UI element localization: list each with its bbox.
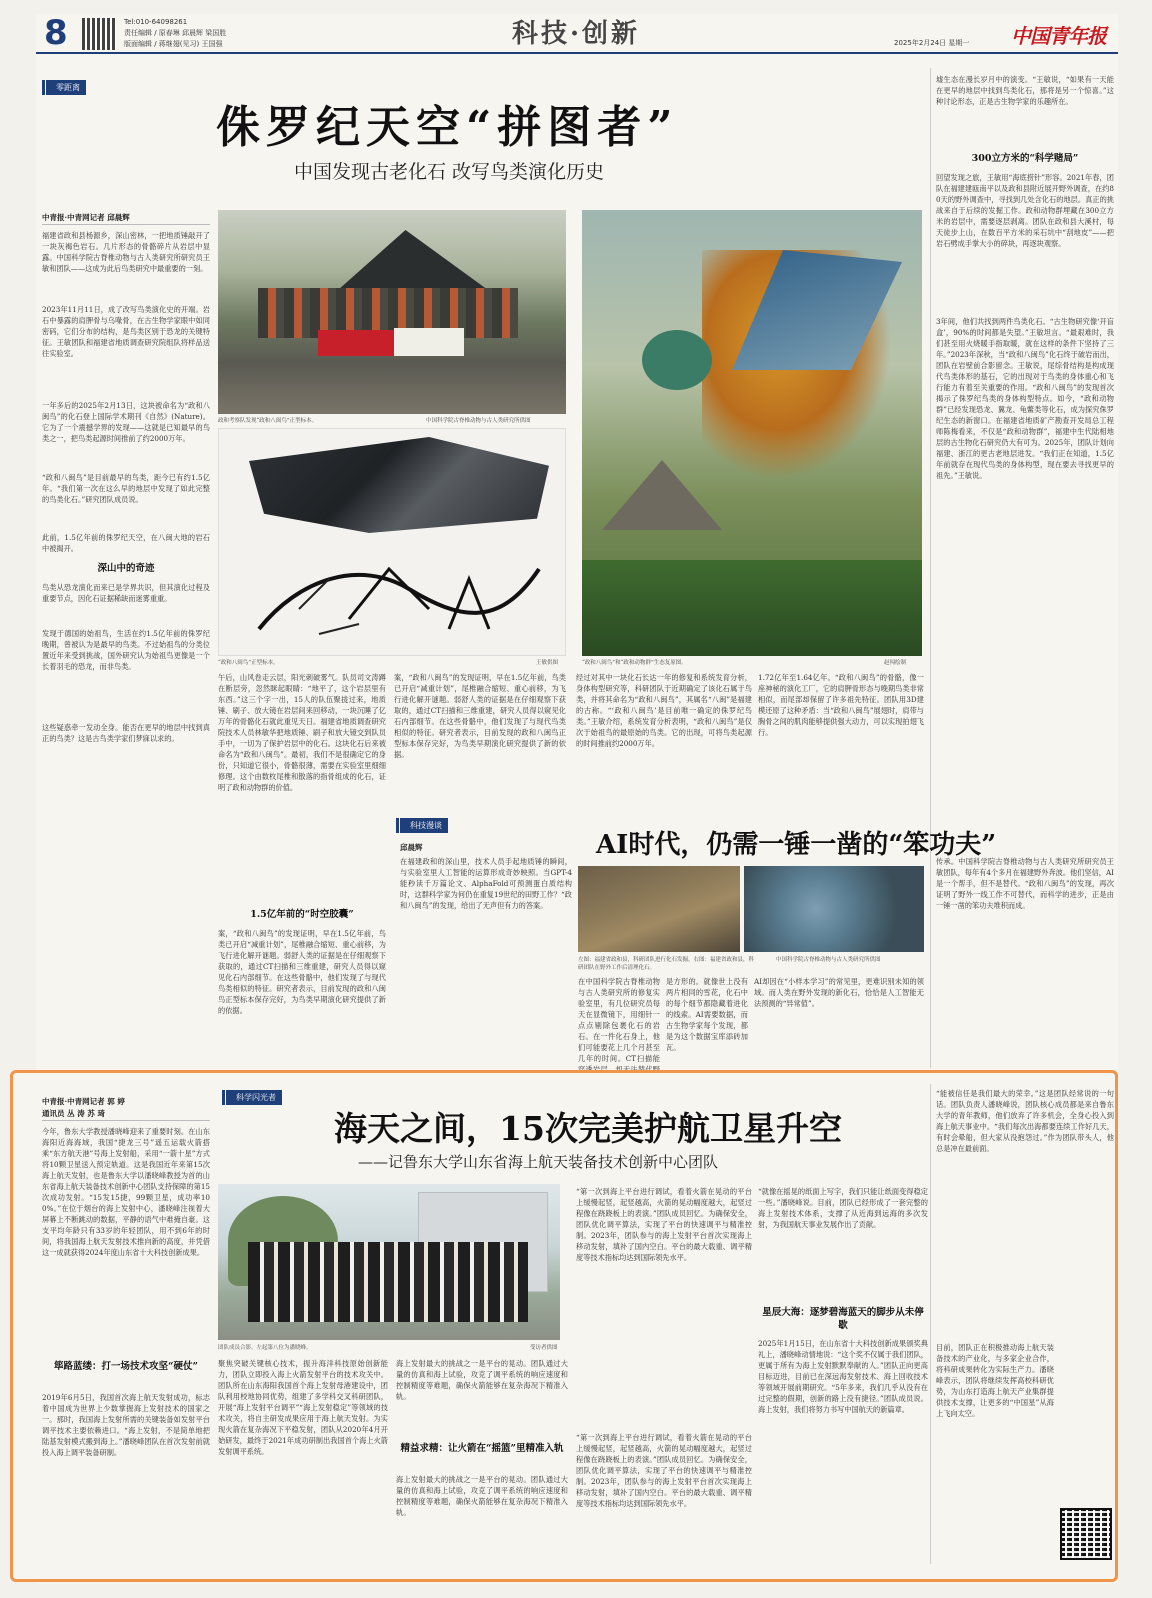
story1-right-bottom: 3年间，他们共找到两件鸟类化石。“古生物研究像‘开盲盒’，90%的时间都是失望。”王敏坦言。“最艰难时，我们甚至用火烧暖手指取暖，就在这样的条件下坚持了三年。”2023年深秋，当“政和八闽鸟”化石终于破岩而出，团队在岩壁前合影留念。王敏说，尾综骨结构是构成现代鸟类体形的基石，它的出现对于鸟类的身体重心和飞行能力有着至关重要的作用。“政和八闽鸟”的发现首次揭示了侏罗纪鸟类的身体构型特点。如今，“政和动物群”已经发现恐龙、翼龙、龟鳖类等化石，成为探究侏罗纪生态的新窗口。在福建省地质矿产勘查开发局总工程师陈梅看来，不仅是“政和动物群”，福建中生代陆相地层的古生物化石研究仍大有可为。2025年，团队计划向福建、浙江的更古老地层进发。“我们正在知道，1.5亿年前就存在现代鸟类的身体构型，现在要去寻找更早的祖先。”王敏说。 — [936, 317, 1114, 480]
column-tag-tech-talk: 科技漫谈 — [400, 818, 448, 833]
story2-col-5: 传承。中国科学院古脊椎动物与古人类研究所研究员王敏团队，每年有4个多月在福建野外奔波。他们坚信，AI是一个帮手，但不是替代。“政和八闽鸟”的发现，再次证明了野外一线工作不可替代，而科学的进步，正是由一锤一凿的笨功夫堆积而成。 — [936, 857, 1114, 910]
story3-col-5b: 目前，团队正在积极推动海上航天装备技术的产业化，与多家企业合作，将科研成果转化为实际生产力。潘晓峰表示，团队将继续发挥高校科研优势，为山东打造海上航天产业集群提供技术支撑，让更多的“中国星”从海上飞向太空。 — [936, 1343, 1054, 1418]
story2-col-3: 是方形的。就像世上没有两片相同的雪花，化石中的每个细节都隐藏着进化的线索。AI需要数据，而古生物学家每个发现，都是为这个数据宝库添砖加瓦。 — [666, 977, 748, 1052]
story3-deck: ——记鲁东大学山东省海上航天装备技术创新中心团队 — [358, 1153, 719, 1171]
story3-subhead-3: 星辰大海：逐梦碧海蓝天的脚步从未停歇 — [762, 1307, 924, 1331]
story3-col-5: “能被信任是我们最大的荣幸。”这是团队经常说的一句话。团队负责人潘晓峰说，团队核心成员都是来自鲁东大学的青年教师，他们放弃了许多机会，全身心投入到海上航天事业中。“我们每次出海都要连续工作好几天，有时会晕船，但大家从没抱怨过。”作为团队带头人，他总是冲在最前面。 — [936, 1089, 1114, 1153]
story1-lead-4: “政和八闽鸟”是目前最早的鸟类，距今已有约1.5亿年。“我们第一次在这么早的地层中发现了如此完整的鸟类化石。”研究团队成员说。 — [42, 473, 210, 504]
story1-lead-7: 发现于德国的始祖鸟，生活在约1.5亿年前的侏罗纪晚期，曾被认为是最早的鸟类。不过始祖鸟的分类位置近年来受到挑战，国外研究认为始祖鸟更像是一个长着羽毛的恐龙，而非鸟类。 — [42, 629, 210, 671]
story2-photo-caption: 左图：福建省政和县，科研团队进行化石发掘。右图：福建省政和县，科研团队在野外工作后清理化石。 — [578, 957, 755, 971]
story2-byline: 邱晨辉 — [400, 843, 423, 852]
page-number: 8 — [44, 13, 68, 53]
story3-col-3b: 海上发射最大的挑战之一是平台的晃动。团队通过大量的仿真和海上试验，攻克了调平系统的响应速度和控制精度等难题，确保火箭能够在复杂海况下精准入轨。 — [396, 1475, 568, 1517]
divider — [42, 224, 210, 225]
excavation-team-photo — [218, 210, 566, 414]
header-date: 2025年2月24日 星期一 — [894, 39, 970, 47]
story2-col-1: 在福建政和的深山里，技术人员手起地质锤的瞬间，与实验室里人工智能的运算形成奇妙映照。当GPT-4能秒读千万篇论文、AlphaFold可预测蛋白质结构时，这群科学家为何仍在重复19世纪的田野工作？“政和八闽鸟”的发现，给出了无声但有力的答案。 — [400, 857, 572, 910]
story3-subhead-1: 筚路蓝缕：打一场技术攻坚“硬仗” — [54, 1361, 198, 1372]
field-work-photo-right — [744, 866, 924, 952]
story2-headline: AI时代，仍需一锤一凿的“笨功夫” — [596, 830, 997, 860]
qr-code-header-icon — [82, 18, 116, 50]
header-editors-1: 责任编辑 / 原春琳 邱晨辉 梁国胜 — [124, 29, 227, 37]
illustration-caption: “政和八闽鸟”和“政和动物群”生态复原图。 — [582, 660, 687, 666]
section-title: 科技·创新 — [511, 19, 641, 49]
story3-subhead-2: 精益求精：让火箭在“摇篮”里精准入轨 — [400, 1443, 564, 1454]
photo-caption-2: “政和八闽鸟”正型标本。 — [218, 660, 279, 666]
story3-col-1: 今年，鲁东大学教授潘晓峰迎来了重要时刻。在山东海阳近海海域，我国“捷龙三号”遥五运载火箭搭乘“东方航天港”号海上发射船，采用“一箭十星”方式将10颗卫星送入预定轨道。这是我国近年来第15次海上航天发射，也是鲁东大学以潘晓峰教授为首的山东省海上航天装备技术创新中心团队支持保障的第15次成功发射。“15发15捷，99颗卫星，成功率100%。”在位于烟台的海上发射中心，潘晓峰注视着大屏幕上不断跳动的数据，平静的语气中难掩自豪。这支平均年龄只有33岁的年轻团队，用不到6年的时间，将我国海上航天发射技术推向新的高度，并凭借这一成就获得2024年度山东省十大科技创新成果。 — [42, 1127, 210, 1257]
team-group-photo — [218, 1184, 560, 1340]
divider — [42, 1120, 210, 1121]
story1-deck: 中国发现古老化石 改写鸟类演化历史 — [294, 161, 605, 183]
page-header — [36, 14, 1118, 54]
story1-body-d: 1.72亿年至1.64亿年。“政和八闽鸟”的骨骼，像一座神秘的演化工厂，它的肩胛骨形态与晚期鸟类非常相似，而尾部却保留了许多祖先特征。团队用3D建模还原了这种矛盾：当“政和八闽鸟”展翅时，肩带与胸骨之间的肌肉能够提供强大动力，可以实现拍翅飞行。 — [758, 673, 924, 737]
masthead-logo: 中国青年报 — [1011, 24, 1106, 48]
story1-lead-8: 这些疑惑牵一发动全身。能否在更早的地层中找到真正的鸟类？这是古鸟类学家们梦寐以求的。 — [42, 723, 210, 743]
story3-byline-1: 中青报·中青网记者 郭 婷 — [42, 1097, 125, 1106]
story1-right-top: 墟生态在漫长岁月中的演变。“王敏说，“如果有一天能在更早的地层中找到鸟类化石，那将是另一个惊喜。”这种讨论形态，正是古生物学家的乐趣所在。 — [936, 75, 1114, 106]
photo-caption-1: 政和考察队发现“政和八闽鸟”正型标本。 — [218, 418, 318, 424]
story1-lead-3: 一年多后的2025年2月13日，这块被命名为“政和八闽鸟”的化石登上国际学术期刊《自然》(Nature)。它为了一个震撼学界的发现——这就是已知最早的鸟类之一，把鸟类起源时间推前了约2000万年。 — [42, 401, 210, 443]
column-rule — [930, 68, 931, 1068]
column-tag-zero-distance: 零距离 — [46, 80, 86, 95]
photo-credit-1: 中国科学院古脊椎动物与古人类研究所供图 — [426, 418, 531, 424]
story1-lead-6: 鸟类从恐龙演化而来已是学界共识，但其演化过程及重要节点，因化石证据稀缺而迷雾重重。 — [42, 583, 210, 603]
story3-col-2: 聚焦突破关键核心技术，振升海洋科技原始创新能力，团队立即投入海上火箭发射平台的技术攻关中。团队所在山东海阳我国首个海上发射母港建设中，团队利用校地协同优势，组建了多学科交叉科研团队，开展“海上发射平台调平”“海上发射稳定”等领域的技术攻关，将自主研发成果应用于海上航天发射。为实现火箭在复杂海况下平稳发射，团队从2020年4月开始研发，最终于2021年成功研制出我国首个海上火箭发射调平系统。 — [218, 1359, 388, 1456]
story3-col-1b: 2019年6月5日，我国首次海上航天发射成功，标志着中国成为世界上少数掌握海上发射技术的国家之一。那时，我国海上发射所需的关键装备如发射平台调平技术主要依赖进口。“海上发射，不是简单地把陆基发射模式搬到海上。”潘晓峰团队在首次发射前就投入海上调平装备研制。 — [42, 1393, 210, 1457]
column-rule — [930, 1084, 931, 1564]
story2-col-4: AI却因在“小样本学习”的常见里，更难识别未知的领域。而人类在野外发现的新化石，恰恰是人工智能无法预测的“异常值”。 — [754, 977, 924, 1008]
story1-subhead-1: 深山中的奇迹 — [97, 563, 155, 574]
bird-reconstruction-illustration — [582, 210, 922, 656]
story3-photo-caption: 团队成员合影。左起第八位为潘晓峰。 — [218, 1345, 312, 1351]
story3-col-3: “第一次到海上平台进行调试，看着火箭在晃动的平台上缓慢起竖，起竖越高，火箭的晃动幅度越大，起竖过程像在跷跷板上的表演。”团队成员回忆。为确保安全，团队优化调平算法，实现了平台的快速调平与精准控制。2023年，团队参与的海上发射平台首次实现海上移动发射，填补了国内空白。平台的最大载重、调平精度等技术指标均达到国际领先水平。 — [576, 1187, 752, 1262]
header-editors-2: 版面编辑 / 蒋继翅(见习) 王国强 — [124, 40, 223, 48]
story1-lead-5: 此前，1.5亿年前的侏罗纪天空，在八闽大地的岩石中被揭开。 — [42, 533, 210, 553]
story1-lead-2: 2023年11月11日，成了改写鸟类演化史的开端。岩石中暴露的肩胛骨与乌喙骨，在古生物学家眼中如同密码，它们分布的结构，是鸟类区别于恐龙的关键特征。王敏团队和福建省地质调查研究院组队将样品送往实验室。 — [42, 305, 210, 358]
story1-body-b: 案，“政和八闽鸟”的发现证明，早在1.5亿年前，鸟类已开启“减重计划”，尾椎融合缩短、重心前移，为飞行进化解开谜题。弱舒人类的证据是在仔细观察下获取的，通过CT扫描和三维重建，研究人员得以窥见化石内部细节。在这些骨骼中，他们发现了与现代鸟类相似的特征。研究者表示，目前发现的政和八闽鸟正型标本保存完好，为鸟类早期演化研究提供了新的依据。 — [394, 673, 566, 759]
story1-right-mid: 回望发现之旅，王敏用“海底捞针”形容。2021年春，团队在福建建瓯南平以及政和县附近展开野外调查，在约80天的野外调查中，寻找到几处含化石的地层。真正的挑战来自于后续的发掘工作。政和动物群埋藏在300立方米的岩层中，需要逐层剥离。团队在政和县大溪村，每天徒步上山，在数百平方米的采石坑中“刮地皮”——把岩石劈成手掌大小的碎块，再逐块观察。 — [936, 173, 1114, 248]
fossil-specimen-photo — [218, 428, 566, 656]
story1-body-a2: 案，“政和八闽鸟”的发现证明，早在1.5亿年前，鸟类已开启“减重计划”，尾椎融合缩短、重心前移，为飞行进化解开谜题。弱舒人类的证据是在仔细观察下获取的，通过CT扫描和三维重建，研究人员得以窥见化石内部细节。在这些骨骼中，他们发现了与现代鸟类相似的特征。研究者表示，目前发现的政和八闽鸟正型标本保存完好，为鸟类早期演化研究提供了新的依据。 — [218, 929, 386, 1015]
story1-subhead-3: 300立方米的“科学赌局” — [971, 153, 1079, 164]
story3-headline: 海天之间，15次完美护航卫星升空 — [334, 1109, 842, 1148]
story2-photo-credit: 中国科学院古脊椎动物与古人类研究所供图 — [776, 957, 881, 963]
story1-lead-1: 福建省政和县杨源乡，深山密林，一把地质锤敲开了一块灰褐色岩石。几片形态的骨骼碎片从岩层中显露。中国科学院古脊椎动物与古人类研究所研究员王敏和团队——这成为此后鸟类研究中最重要的一刻。 — [42, 231, 210, 273]
qr-code-icon — [1060, 1508, 1112, 1560]
story3-col-4: “就像在摇晃的纸面上写字，我们只能让纸面变得稳定一些。”潘晓峰说。目前，团队已经形成了一套完整的海上发射技术体系，支撑了从近海到远海的多次发射，为我国航天事业发展作出了贡献。 — [758, 1187, 928, 1229]
newspaper-page — [36, 14, 1118, 1584]
column-tag-science-star: 科学闪光者 — [226, 1090, 282, 1105]
story3-col-3-extra: 海上发射最大的挑战之一是平台的晃动。团队通过大量的仿真和海上试验，攻克了调平系统的响应速度和控制精度等难题，确保火箭能够在复杂海况下精准入轨。 — [396, 1359, 568, 1401]
illustration-credit: 赵闯绘制 — [884, 660, 907, 666]
story3-byline-2: 通讯员 丛 涛 苏 琦 — [42, 1109, 105, 1118]
field-work-photo-left — [578, 866, 740, 952]
story3-col-4b: 2025年1月15日，在山东省十大科技创新成果颁奖典礼上，潘晓峰动情地说：“这个奖不仅属于我们团队，更属于所有为海上发射默默奉献的人。”团队正向更高目标迈进，目前已在深远海发射技术、海上回收技术等领域开展前期研究。“5年多来，我们几乎从没有在过完整的假期，创新的路上没有捷径。”团队成员说。海上发射，我们将努力书写中国航天的新篇章。 — [758, 1339, 928, 1414]
story3-photo-credit: 受访者供图 — [530, 1345, 558, 1351]
header-tel: Tel:010-64098261 — [124, 18, 188, 26]
story1-byline: 中青报·中青网记者 邱晨辉 — [42, 213, 130, 222]
story1-body-c: 经过对其中一块化石长达一年的修复和系统发育分析，身体构型研究等，科研团队于近期确定了该化石属于鸟类，并将其命名为“政和八闽鸟”，其属名“八闽”是福建的古称。“‘政和八闽鸟’是目前唯一确定的侏罗纪鸟类。”王敏介绍，系统发育分析表明，“政和八闽鸟”是仅次于始祖鸟的最原始的鸟类。它的出现，可将鸟类起源的时间推前约2000万年。 — [576, 673, 752, 748]
story3-col-3c: “第一次到海上平台进行调试，看着火箭在晃动的平台上缓慢起竖，起竖越高，火箭的晃动幅度越大，起竖过程像在跷跷板上的表演。”团队成员回忆。为确保安全，团队优化调平算法，实现了平台的快速调平与精准控制。2023年，团队参与的海上发射平台首次实现海上移动发射，填补了国内空白。平台的最大载重、调平精度等技术指标均达到国际领先水平。 — [576, 1433, 752, 1508]
story2-col-2: 在中国科学院古脊椎动物与古人类研究所的修复实验室里，有几位研究员每天在显微镜下，用细针一点点剔除包裹化石的岩石。在一件化石身上，他们可能要花上几个月甚至几年的时间。CT扫描能 — [578, 977, 660, 1063]
story1-headline: 侏罗纪天空“拼图者” — [216, 102, 679, 153]
story1-subhead-2: 1.5亿年前的“时空胶囊” — [250, 909, 354, 920]
photo-credit-2: 王敏供图 — [536, 660, 559, 666]
story1-body-a: 午后，山风卷走云层，阳光刺破雾气。队员司文涛蹲在断层旁，忽然眯起眼睛：“地平了，这个岩层里有东西。”这三个字一出，15人的队伍聚拢过来，地质锤、刷子、放大镜在岩层间来回移动，一块沉睡了亿万年的骨骼化石就此重见天日。福建省地质调查研究院技术人员林敏华把地质锤、刷子和放大镜交到队员手中，一切为了保护岩层中的化石。这块化石后来被命名为“政和八闽鸟”。最初，我们不是很确定它的身份，只知道它很小，骨骼很薄，需要在实验室里细细修理。这个由数枚尾椎和散落的指骨组成的化石，证明了政和动物群的价值。 — [218, 673, 386, 792]
